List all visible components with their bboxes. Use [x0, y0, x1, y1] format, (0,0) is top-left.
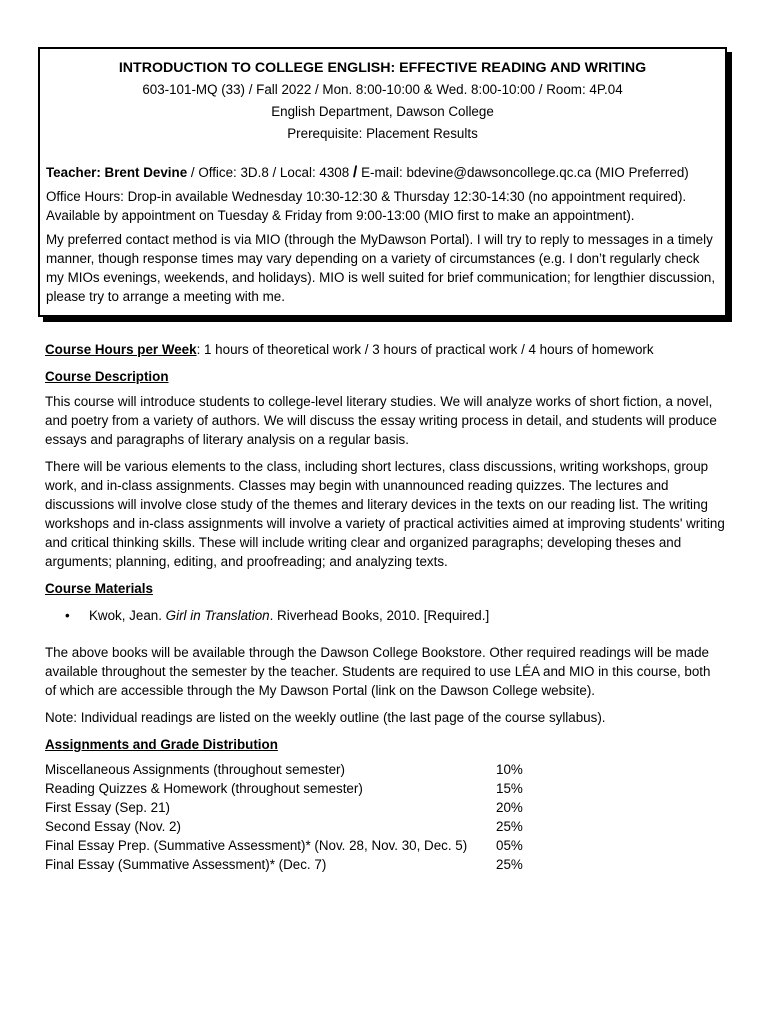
bullet-icon: • [65, 608, 70, 623]
course-schedule-line: 603-101-MQ (33) / Fall 2022 / Mon. 8:00-10:00 & Wed. 8:00-10:00 / Room: 4P.04 [142, 82, 623, 97]
grade-label: Second Essay (Nov. 2) [45, 819, 181, 834]
grade-label: Final Essay Prep. (Summative Assessment)* (Nov. 28, Nov. 30, Dec. 5) [45, 838, 468, 853]
department-line: English Department, Dawson College [271, 104, 494, 119]
grade-row [45, 836, 725, 855]
grade-row [45, 817, 725, 836]
grade-row [45, 779, 725, 798]
book-author: Kwok, Jean. [89, 608, 166, 623]
grade-row [45, 798, 725, 817]
teacher-email: E-mail: bdevine@dawsoncollege.qc.ca (MIO Preferred) [357, 165, 689, 180]
materials-list-item [65, 606, 725, 625]
grade-value: 05% [496, 838, 523, 853]
course-hours-colon: : [196, 342, 201, 357]
course-hours-label: Course Hours per Week [45, 342, 197, 357]
course-materials-heading: Course Materials [45, 581, 153, 596]
description-paragraph-1: This course will introduce students to college-level literary studies. We will analyze works of short fiction, a novel, and poetry from a variety of authors. We will discuss the essay writing process in detail, and students will produce essays and paragraphs of literary analysis on a regular basis. [45, 394, 717, 447]
course-hours-value: 1 hours of theoretical work / 3 hours of practical work / 4 hours of homework [200, 342, 654, 357]
teacher-line [46, 163, 719, 182]
grade-value: 25% [496, 819, 523, 834]
grade-value: 15% [496, 781, 523, 796]
course-hours-line [45, 340, 725, 359]
grade-label: Reading Quizzes & Homework (throughout semester) [45, 781, 363, 796]
grade-value: 20% [496, 800, 523, 815]
description-paragraph-2: There will be various elements to the class, including short lectures, class discussions, writing workshops, group work, and in-class assignments. Classes may begin with unannounced reading quizzes. The lectures and discussions will involve close study of the themes and literary devices in the texts on our reading list. The writing workshops and in-class assignments will involve a variety of practical activities aimed at improving students' writing and critical thinking skills. These will include writing clear and organized paragraphs; developing theses and arguments; planning, editing, and proofreading; and analyzing texts. [45, 459, 725, 569]
grade-table [45, 760, 725, 874]
grade-value: 10% [496, 762, 523, 777]
grade-label: Final Essay (Summative Assessment)* (Dec. 7) [45, 857, 327, 872]
grade-label: First Essay (Sep. 21) [45, 800, 171, 815]
materials-paragraph: The above books will be available through the Dawson College Bookstore. Other required readings will be made available throughout the semester by the teacher. Students are required to use LÉA and MIO in this course, both of which are accessible through the My Dawson Portal (link on the Dawson College website). [45, 645, 711, 698]
grade-distribution-heading: Assignments and Grade Distribution [45, 737, 278, 752]
grade-row [45, 855, 725, 874]
office-hours: Office Hours: Drop-in available Wednesday 10:30-12:30 & Thursday 12:30-14:30 (no appointment required). Available by appointment on Tuesday & Friday from 9:00-13:00 (MIO first to make an appointment). [46, 189, 687, 223]
book-title: Girl in Translation [165, 608, 270, 623]
materials-item-text [89, 606, 489, 625]
grade-row [45, 760, 725, 779]
syllabus-content [45, 340, 725, 874]
course-title: INTRODUCTION TO COLLEGE ENGLISH: EFFECTIVE READING AND WRITING [118, 60, 647, 76]
teacher-office: / Office: 3D.8 / Local: 4308 [187, 165, 353, 180]
book-details: . Riverhead Books, 2010. [Required.] [269, 608, 490, 623]
course-description-heading: Course Description [45, 369, 169, 384]
teacher-name: Teacher: Brent Devine [46, 165, 188, 180]
materials-note: Note: Individual readings are listed on the weekly outline (the last page of the course syllabus). [45, 710, 606, 725]
teacher-separator: / [352, 164, 358, 181]
grade-label: Miscellaneous Assignments (throughout semester) [45, 762, 345, 777]
grade-value: 25% [496, 857, 523, 872]
prerequisite-line: Prerequisite: Placement Results [287, 126, 478, 141]
contact-method: My preferred contact method is via MIO (through the MyDawson Portal). I will try to reply to messages in a timely manner, though response times may vary depending on a variety of circumstances (e.g. I don’t regularly check my MIOs evenings, weekends, and holidays). MIO is well suited for brief communication; for lengthier discussion, please try to arrange a meeting with me. [46, 232, 716, 304]
course-header-box [38, 47, 727, 317]
